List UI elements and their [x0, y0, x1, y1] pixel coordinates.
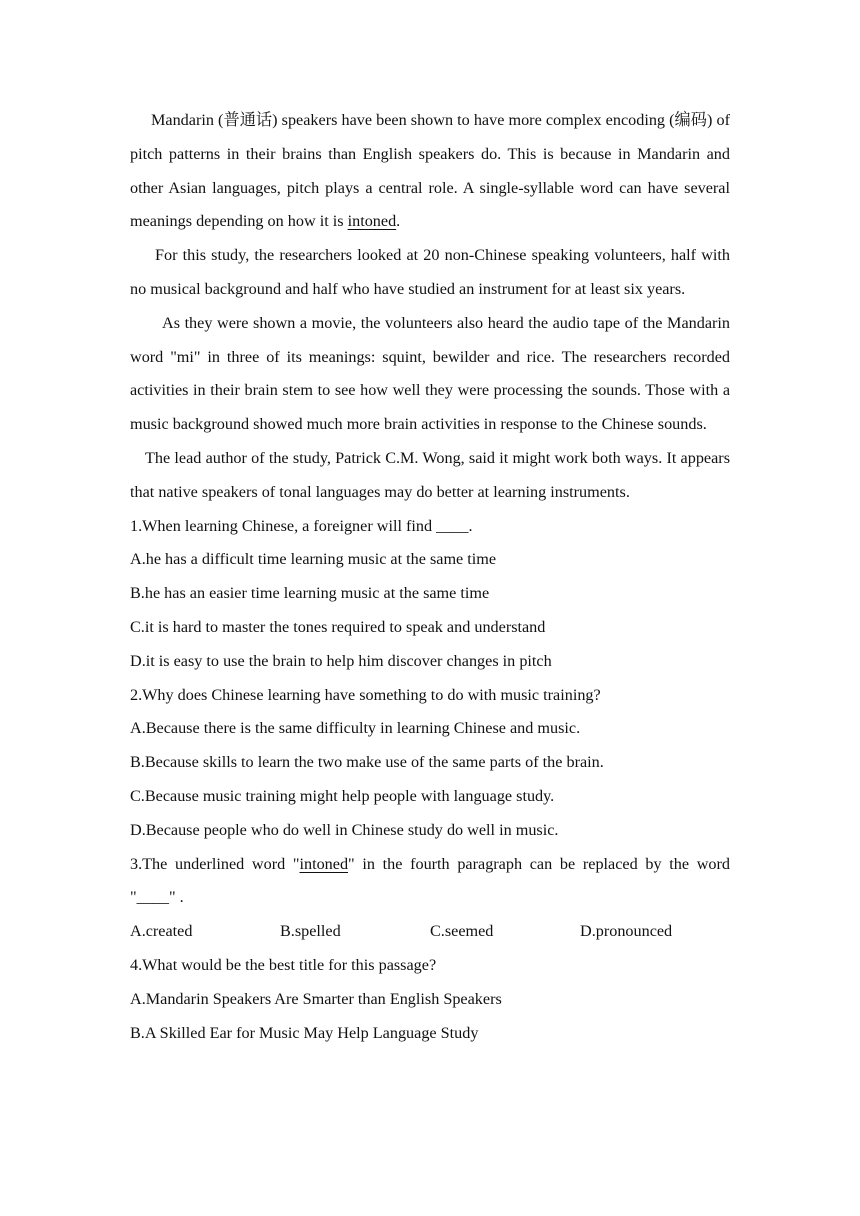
question-2-option-d: D.Because people who do well in Chinese study do well in music. [130, 820, 559, 839]
question-3-stem [130, 848, 730, 916]
question-2-option-a: A.Because there is the same difficulty in learning Chinese and music. [130, 719, 581, 738]
question-1-option-d: D.it is easy to use the brain to help him discover changes in pitch [130, 651, 552, 670]
underlined-word-intoned: intoned [347, 212, 397, 231]
question-1-option-a: A.he has a difficult time learning music at the same time [130, 550, 497, 569]
question-3-options [130, 915, 730, 949]
question-3-option-a: A.created [130, 922, 193, 941]
question-1-option-b: B.he has an easier time learning music at the same time [130, 584, 490, 603]
question-1-stem: 1.When learning Chinese, a foreigner will find ____. [130, 516, 473, 535]
paragraph-1-end: . [396, 212, 401, 231]
question-1-option-c: C.it is hard to master the tones required to speak and understand [130, 617, 546, 636]
question-3-option-b: B.spelled [280, 922, 341, 941]
passage-paragraph-3 [130, 307, 730, 442]
document-page [130, 104, 730, 1050]
question-2-stem: 2.Why does Chinese learning have something to do with music training? [130, 685, 601, 704]
passage-paragraph-1 [130, 104, 730, 239]
paragraph-2-text: For this study, the researchers looked at 20 non-Chinese speaking volunteers, half with no musical background and half who have studied an instrument for at least six years. [130, 246, 730, 298]
question-4-option-a: A.Mandarin Speakers Are Smarter than English Speakers [130, 989, 502, 1008]
question-4-option-b: B.A Skilled Ear for Music May Help Language Study [130, 1023, 479, 1042]
paragraph-3-text: As they were shown a movie, the volunteers also heard the audio tape of the Mandarin word "mi" in three of its meanings: squint, bewilder and rice. The researchers recorded activities in their brain stem to see how well they were processing the sounds. Those with a music background showed much more brain activities in response to the Chinese sounds. [130, 313, 730, 434]
paragraph-1-text: Mandarin (普通话) speakers have been shown to have more complex encoding (编码) of pitch patterns in their brains than English speakers do. This is because in Mandarin and other Asian languages, pitch plays a central role. A single-syllable word can have several meanings depending on how it is [130, 111, 730, 231]
question-3-option-d: D.pronounced [580, 922, 673, 941]
question-4-stem: 4.What would be the best title for this passage? [130, 955, 437, 974]
question-3-option-c: C.seemed [430, 922, 494, 941]
question-3-stem-start: 3.The underlined word " [130, 854, 300, 873]
paragraph-4-text: The lead author of the study, Patrick C.M. Wong, said it might work both ways. It appears that native speakers of tonal languages may do better at learning instruments. [130, 448, 730, 501]
question-2-option-c: C.Because music training might help people with language study. [130, 786, 555, 805]
question-3-stem-end: " in the fourth paragraph can be replaced by the word "____" . [130, 854, 730, 907]
passage-paragraph-4 [130, 442, 730, 510]
question-2-option-b: B.Because skills to learn the two make use of the same parts of the brain. [130, 753, 604, 772]
question-3-underlined-word: intoned [299, 854, 349, 873]
passage-paragraph-2 [130, 239, 730, 307]
